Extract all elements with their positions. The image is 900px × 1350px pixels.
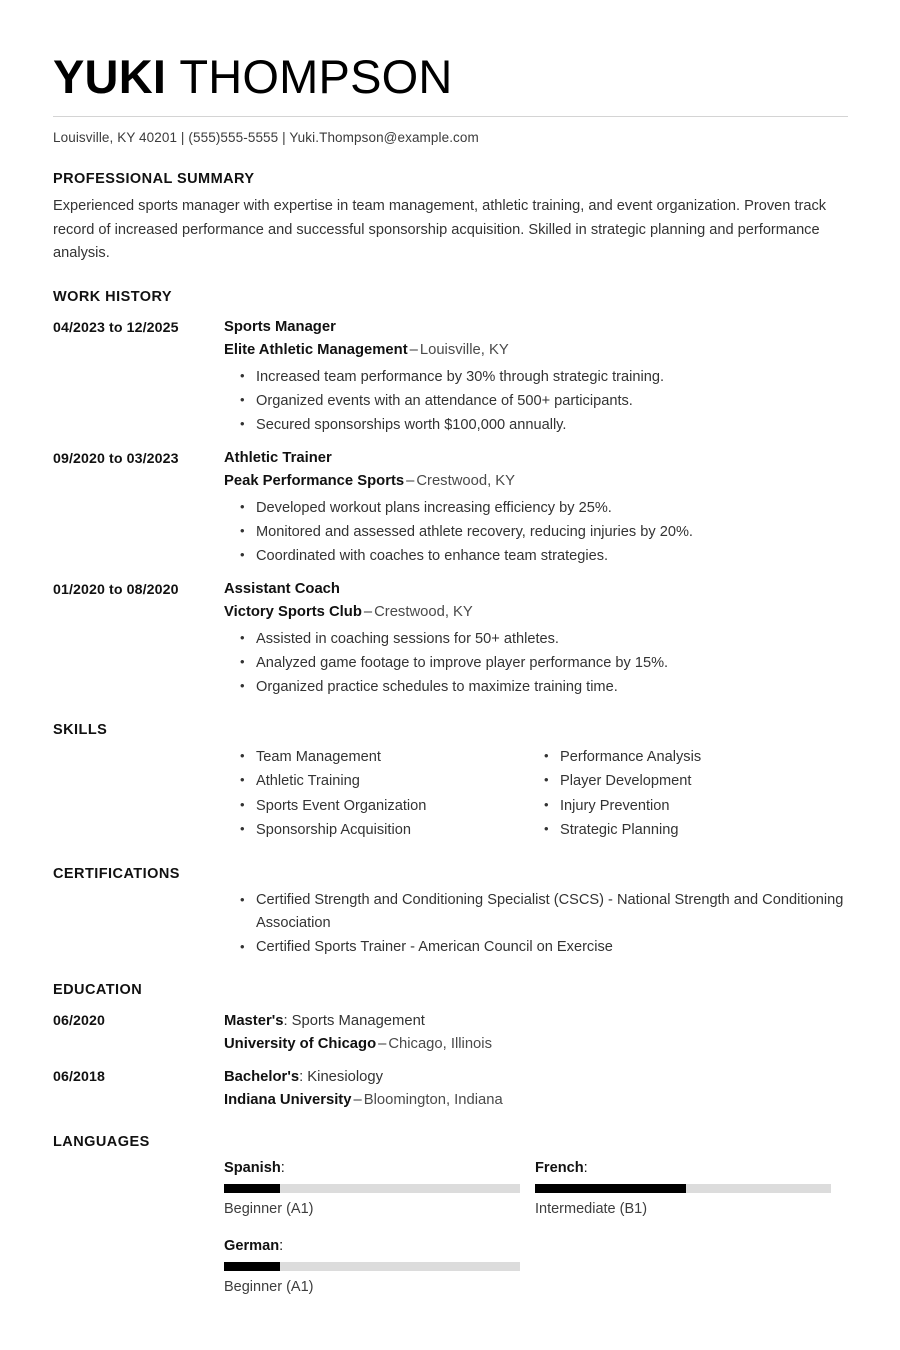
- section-education: [53, 981, 848, 1111]
- language-level: Beginner (A1): [224, 1279, 314, 1295]
- work-dates: 04/2023 to 12/2025: [53, 319, 179, 336]
- section-work-history: [53, 288, 848, 699]
- section-skills: [53, 721, 848, 843]
- work-details: [224, 448, 848, 568]
- language-name-row: French:: [535, 1160, 588, 1176]
- company-location: Crestwood, KY: [416, 472, 516, 489]
- separator-dash: –: [378, 1036, 387, 1052]
- school-line: [224, 1033, 848, 1055]
- company-location: Louisville, KY: [419, 341, 509, 358]
- school-name: University of Chicago: [224, 1036, 377, 1052]
- language-proficiency-bar: [224, 1184, 520, 1193]
- school-line: [224, 1089, 848, 1111]
- language-name: Spanish: [224, 1160, 281, 1176]
- language-name: German: [224, 1238, 280, 1254]
- language-level: Beginner (A1): [224, 1201, 314, 1217]
- job-title: Athletic Trainer: [224, 449, 332, 466]
- section-title-education: EDUCATION: [53, 982, 143, 998]
- job-bullet: • Secured sponsorships worth $100,000 annually.: [224, 413, 848, 437]
- company-name: Peak Performance Sports: [224, 472, 405, 489]
- company-location: Crestwood, KY: [374, 603, 473, 620]
- skill-item: • Player Development: [528, 769, 832, 794]
- degree-label: Bachelor's: [224, 1069, 300, 1085]
- certifications-container: [53, 889, 848, 960]
- section-languages: [53, 1133, 848, 1313]
- skills-grid: [224, 745, 848, 843]
- skill-item: • Injury Prevention: [528, 794, 832, 819]
- skills-container: [53, 745, 848, 843]
- skills-column-right: [528, 745, 832, 843]
- job-bullet: • Monitored and assessed athlete recovery, reducing injuries by 20%.: [224, 520, 848, 544]
- work-entry: [53, 448, 848, 568]
- skills-column-left: [224, 745, 528, 843]
- certification-item: • Certified Strength and Conditioning Specialist (CSCS) - National Strength and Conditioning Association: [224, 889, 849, 936]
- language-name-row: Spanish:: [224, 1160, 285, 1176]
- degree-label: Master's: [224, 1013, 284, 1029]
- language-proficiency-bar: [535, 1184, 831, 1193]
- language-name: French: [535, 1160, 584, 1176]
- work-dates: 09/2020 to 03/2023: [53, 450, 179, 467]
- work-entry: [53, 317, 848, 437]
- education-entry: [53, 1010, 848, 1055]
- job-bullet-list: [224, 496, 848, 568]
- work-details: [224, 317, 848, 437]
- skill-item: • Sports Event Organization: [224, 794, 528, 819]
- languages-container: [53, 1157, 848, 1313]
- job-organization: [224, 601, 848, 623]
- section-title-summary: PROFESSIONAL SUMMARY: [53, 171, 255, 187]
- degree-field: : Kinesiology: [299, 1069, 383, 1085]
- candidate-name: [53, 48, 848, 106]
- section-title-languages: LANGUAGES: [53, 1134, 150, 1150]
- separator-dash: –: [406, 472, 415, 489]
- language-proficiency-bar: [224, 1262, 520, 1271]
- language-name-row: German:: [224, 1238, 284, 1254]
- certification-item: • Certified Sports Trainer - American Council on Exercise: [224, 936, 849, 960]
- job-bullet-list: [224, 627, 848, 699]
- first-name: YUKI: [53, 50, 167, 103]
- degree-line: [224, 1010, 848, 1032]
- skill-item: • Sponsorship Acquisition: [224, 818, 528, 843]
- language-proficiency-fill: [224, 1184, 280, 1193]
- skill-item: • Strategic Planning: [528, 818, 832, 843]
- work-entry: [53, 579, 848, 699]
- language-item: [224, 1235, 535, 1298]
- job-bullet: • Analyzed game footage to improve player performance by 15%.: [224, 651, 848, 675]
- contact-info: Louisville, KY 40201 | (555)555-5555 | Yuki.Thompson@example.com: [53, 130, 479, 145]
- education-entry: [53, 1066, 848, 1111]
- job-title: Sports Manager: [224, 318, 336, 335]
- work-details: [224, 579, 848, 699]
- section-title-skills: SKILLS: [53, 721, 108, 738]
- school-name: Indiana University: [224, 1092, 352, 1108]
- degree-field: : Sports Management: [283, 1013, 425, 1029]
- section-title-work-history: WORK HISTORY: [53, 288, 172, 305]
- work-dates: 01/2020 to 08/2020: [53, 581, 179, 598]
- section-professional-summary: [53, 170, 848, 266]
- skill-item: • Athletic Training: [224, 769, 528, 794]
- section-title-certifications: CERTIFICATIONS: [53, 865, 180, 882]
- last-name: THOMPSON: [179, 50, 453, 103]
- job-bullet: • Coordinated with coaches to enhance team strategies.: [224, 544, 848, 568]
- section-certifications: [53, 865, 848, 960]
- job-bullet: • Organized events with an attendance of 500+ participants.: [224, 389, 848, 413]
- job-bullet: • Assisted in coaching sessions for 50+ athletes.: [224, 627, 848, 651]
- separator-dash: –: [363, 603, 373, 620]
- job-organization: [224, 470, 848, 492]
- job-organization: [224, 339, 848, 361]
- job-bullet: • Organized practice schedules to maximize training time.: [224, 675, 848, 699]
- education-details: [224, 1066, 848, 1111]
- separator-dash: –: [353, 1092, 362, 1108]
- language-item: [224, 1157, 535, 1220]
- school-location: Bloomington, Indiana: [363, 1092, 503, 1108]
- certifications-list: [224, 889, 848, 960]
- summary-text: Experienced sports manager with expertise in team management, athletic training, and event organization. Proven track record of increased performance and successful sponsorship acquisition. Skilled in strategic planning and performance analysis.: [53, 198, 827, 261]
- company-name: Victory Sports Club: [224, 603, 362, 620]
- education-date: 06/2018: [53, 1069, 105, 1085]
- education-details: [224, 1010, 848, 1055]
- language-proficiency-fill: [224, 1262, 280, 1271]
- skill-item: • Performance Analysis: [528, 745, 832, 770]
- language-level: Intermediate (B1): [535, 1201, 648, 1217]
- languages-grid: [224, 1157, 846, 1313]
- separator-dash: –: [409, 341, 418, 358]
- skills-list-left: [224, 745, 528, 843]
- language-proficiency-fill: [535, 1184, 686, 1193]
- skill-item: • Team Management: [224, 745, 528, 770]
- school-location: Chicago, Illinois: [388, 1036, 492, 1052]
- language-item: [535, 1157, 846, 1220]
- job-title: Assistant Coach: [224, 580, 340, 597]
- skills-list-right: [528, 745, 832, 843]
- company-name: Elite Athletic Management: [224, 341, 408, 358]
- header-divider: [53, 116, 848, 117]
- education-date: 06/2020: [53, 1013, 105, 1029]
- job-bullet-list: [224, 365, 848, 437]
- job-bullet: • Increased team performance by 30% through strategic training.: [224, 365, 848, 389]
- job-bullet: • Developed workout plans increasing efficiency by 25%.: [224, 496, 848, 520]
- degree-line: [224, 1066, 848, 1088]
